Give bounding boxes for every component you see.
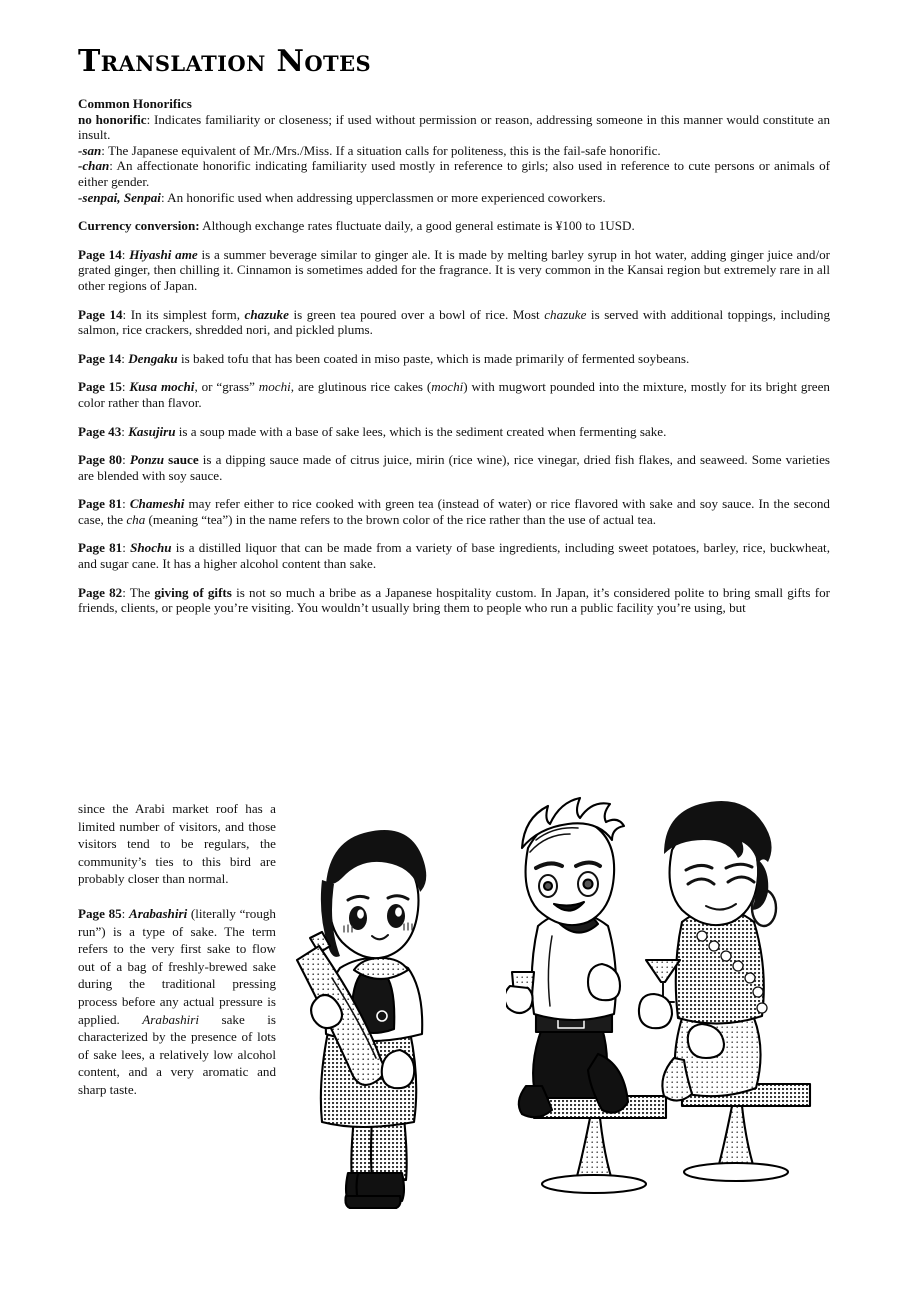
note-ponzu [78,452,830,483]
note-page-label: Page 81 [78,496,123,512]
honorific-entry-no-honorific [78,112,830,143]
note-body [78,496,830,527]
text-run: is served with additional toppings, including salmon, rice crackers, shredded nori, and pickled plums. [78,306,830,338]
text-run: Arabashiri [142,1011,200,1027]
text-run: (literally “rough run”) is a type of sake. The term refers to the very first sake to flow out of a bag of freshly-brewed sake during the traditional pressing process before any actual pressure is applied. [78,905,276,1027]
note-body [78,379,830,410]
gifts-continuation-text: since the Arabi market roof has a limited number of visitors, and those visitors tend to be regulars, the community’s ties to this bird are probably closer than normal. [78,801,276,887]
currency-conversion-note [78,218,830,234]
text-run: is not so much a bribe as a Japanese hospitality custom. In Japan, it’s considered polite to bring small gifts for friends, clients, or people you’re visiting. You wouldn’t usually bring them to people who run a public facility you’re using, but [78,584,830,616]
note-body [78,585,830,616]
text-run: sake is characterized by the presence of lots of sake lees, a relatively low alcohol content, and a very aromatic and sharp taste. [78,1011,276,1097]
text-run: is a distilled liquor that can be made from a variety of base ingredients, including sweet potatoes, barley, rice, buckwheat, and sugar cane. It has a higher alcohol content than sake. [78,540,830,572]
honorific-text: : An honorific used when addressing upperclassmen or more experienced coworkers. [160,189,606,205]
paragraph-spacer [78,888,276,905]
text-run: : [121,350,129,366]
honorifics-heading [78,96,830,112]
chibi-character-holding-sake-bottle-illustration [292,818,502,1220]
note-page-label: Page 80 [78,452,123,468]
honorific-entry-san [78,143,830,159]
note-shochu [78,540,830,571]
note-kasujiru [78,424,830,440]
paragraph-spacer [78,483,830,496]
text-run: Dengaku [128,350,178,366]
honorific-term: no honorific [78,111,147,127]
text-run: is green tea poured over a bowl of rice. Most [288,306,545,322]
note-page-label: Page 15 [78,379,122,395]
paragraph-spacer [78,572,830,585]
currency-text: Although exchange rates fluctuate daily, a good general estimate is ¥100 to 1USD. [199,218,635,234]
paragraph-spacer [78,527,830,540]
text-run: Shochu [130,540,172,556]
note-dengaku [78,351,830,367]
paragraph-spacer [78,234,830,247]
paragraph-spacer [78,439,830,452]
text-run: is baked tofu that has been coated in miso paste, which is made primarily of fermented soybeans. [177,350,690,366]
note-body [78,540,830,571]
text-run: : [122,540,131,556]
text-run: Kusa mochi [129,379,195,395]
paragraph-spacer [78,338,830,351]
two-chibi-characters-toasting-illustration [506,796,850,1230]
note-arabashiri [78,905,276,1099]
text-run: is a soup made with a base of sake lees, which is the sediment created when fermenting sake. [175,423,667,439]
note-page-label: Page 81 [78,540,123,556]
narrow-text-column [78,800,276,1099]
text-run: : [121,423,129,439]
note-body [78,906,276,1097]
note-body [78,452,830,483]
note-page-label: Page 14 [78,350,122,366]
note-giving-of-gifts [78,585,830,616]
honorific-term: -chan [78,158,110,174]
note-lead: : [121,246,130,262]
note-body [121,351,689,366]
note-page-label: Page 14 [78,306,123,322]
text-run: mochi [431,379,464,395]
paragraph-spacer [78,366,830,379]
text-run: Ponzu [129,452,165,468]
text-run: mochi [258,379,291,395]
paragraph-spacer [78,294,830,307]
honorific-term: -san [78,142,102,158]
text-run: sauce [164,452,199,468]
note-chameshi [78,496,830,527]
text-run: Kasujiru [128,423,176,439]
note-hiyashi-ame [78,247,830,294]
honorific-term: -senpai, Senpai [78,189,161,205]
text-run: chazuke [244,306,289,322]
text-run: , are glutinous rice cakes ( [290,379,432,395]
honorific-entry-chan [78,158,830,189]
text-run: : [121,905,129,921]
note-page-label: Page 85 [78,905,122,921]
text-run: , or “grass” [194,379,259,395]
text-run: Chameshi [129,496,185,512]
paragraph-spacer [78,411,830,424]
note-page-label: Page 82 [78,584,123,600]
text-run: : In its simplest form, [122,306,245,322]
note-kusa-mochi [78,379,830,410]
main-text-column [78,96,830,616]
text-run: is a dipping sauce made of citrus juice, mirin (rice wine), rice vinegar, dried fish flakes, and seaweed. Some varieties are blended with soy sauce. [78,452,830,483]
honorific-text: : Indicates familiarity or closeness; if used without permission or reason, addressing someone in this manner would constitute an insult. [78,111,830,143]
honorifics-heading-label: Common Honorifics [78,96,192,111]
note-page-label: Page 43 [78,423,122,439]
text-run: cha [126,511,146,527]
text-run: (meaning “tea”) in the name refers to the brown color of the rice rather than the use of actual tea. [145,511,657,527]
honorific-text: : An affectionate honorific indicating familiarity used mostly in reference to girls; also used in reference to cute persons or animals of either gender. [78,158,830,189]
text-run: ) with mugwort pounded into the mixture, mostly for its bright green color rather than flavor. [78,379,830,410]
honorific-text: : The Japanese equivalent of Mr./Mrs./Miss. If a situation calls for politeness, this is the fail-safe honorific. [101,142,661,158]
note-body [78,307,830,338]
text-run: giving of gifts [154,584,232,600]
text-run: Arabashiri [128,905,188,921]
note-body [121,424,666,439]
text-run: : [121,379,130,395]
text-run: chazuke [544,306,587,322]
note-term: Hiyashi ame [129,246,198,262]
text-run: : The [122,584,155,600]
note-text: is a summer beverage similar to ginger ale. It is made by melting barley syrup in hot water, adding ginger juice and/or grated ginger, then chilling it. Cinnamon is sometimes added for the fragrance. It is very common in the Kansai region but extremely rare in all other regions of Japan. [78,246,830,293]
text-run: : [122,496,130,512]
note-page-label: Page 14 [78,246,122,262]
page-title: Translation Notes [78,44,372,79]
text-run: may refer either to rice cooked with green tea (instead of water) or rice flavored with sake and soy sauce. In the second case, the [78,496,830,527]
honorific-entry-senpai [78,190,830,206]
text-run: : [122,452,130,468]
currency-label: Currency conversion: [78,218,200,234]
paragraph-spacer [78,205,830,218]
note-chazuke [78,307,830,338]
